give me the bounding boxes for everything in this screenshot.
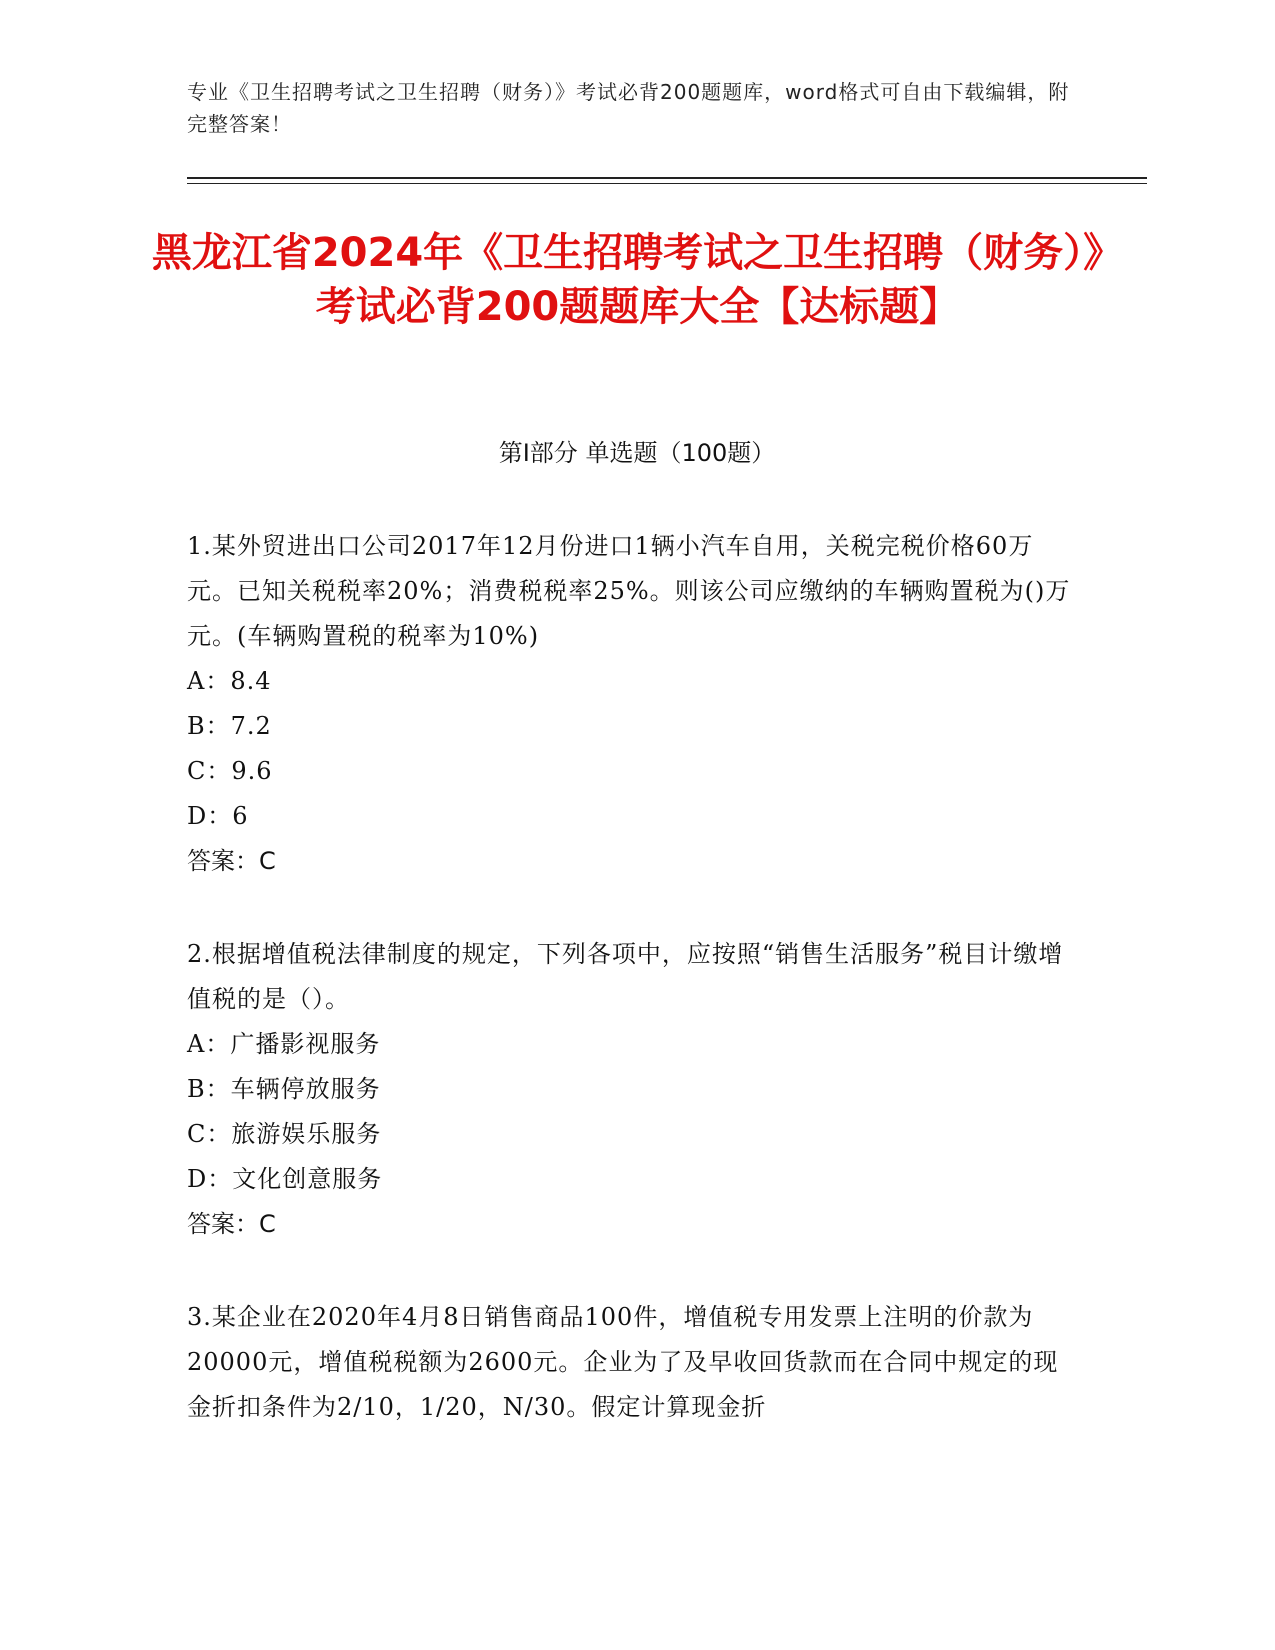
answer: 答案：C — [187, 847, 276, 875]
question-stem: 2.根据增值税法律制度的规定，下列各项中，应按照“销售生活服务”税目计缴增值税的是（）。 — [187, 940, 1064, 1013]
header-note: 专业《卫生招聘考试之卫生招聘（财务）》考试必背200题题库，word格式可自由下载编辑，附完整答案！ — [187, 80, 1070, 136]
section-heading: 第Ⅰ部分 单选题（100题） — [498, 439, 776, 467]
header-divider-thin — [187, 183, 1147, 184]
question-2 — [187, 932, 1077, 1247]
option-c: C：旅游娱乐服务 — [187, 1120, 382, 1148]
option-a: A：广播影视服务 — [187, 1030, 381, 1058]
question-3 — [187, 1295, 1077, 1430]
option-b: B：7.2 — [187, 712, 272, 740]
option-c: C：9.6 — [187, 757, 273, 785]
option-d: D：文化创意服务 — [187, 1165, 383, 1193]
option-d: D：6 — [187, 802, 249, 830]
answer: 答案：C — [187, 1210, 276, 1238]
question-1 — [187, 524, 1077, 884]
option-b: B：车辆停放服务 — [187, 1075, 381, 1103]
question-stem: 1.某外贸进出口公司2017年12月份进口1辆小汽车自用，关税完税价格60万元。已知关税税率20%；消费税税率25%。则该公司应缴纳的车辆购置税为()万元。(车辆购置税的税率为10%) — [187, 532, 1071, 650]
document-title: 黑龙江省2024年《卫生招聘考试之卫生招聘（财务）》考试必背200题题库大全【达标题】 — [151, 230, 1124, 330]
option-a: A：8.4 — [187, 667, 272, 695]
header-divider-thick — [187, 177, 1147, 179]
question-stem: 3.某企业在2020年4月8日销售商品100件，增值税专用发票上注明的价款为20000元，增值税税额为2600元。企业为了及早收回货款而在合同中规定的现金折扣条件为2/10，1/20，N/30。假定计算现金折 — [187, 1303, 1059, 1421]
